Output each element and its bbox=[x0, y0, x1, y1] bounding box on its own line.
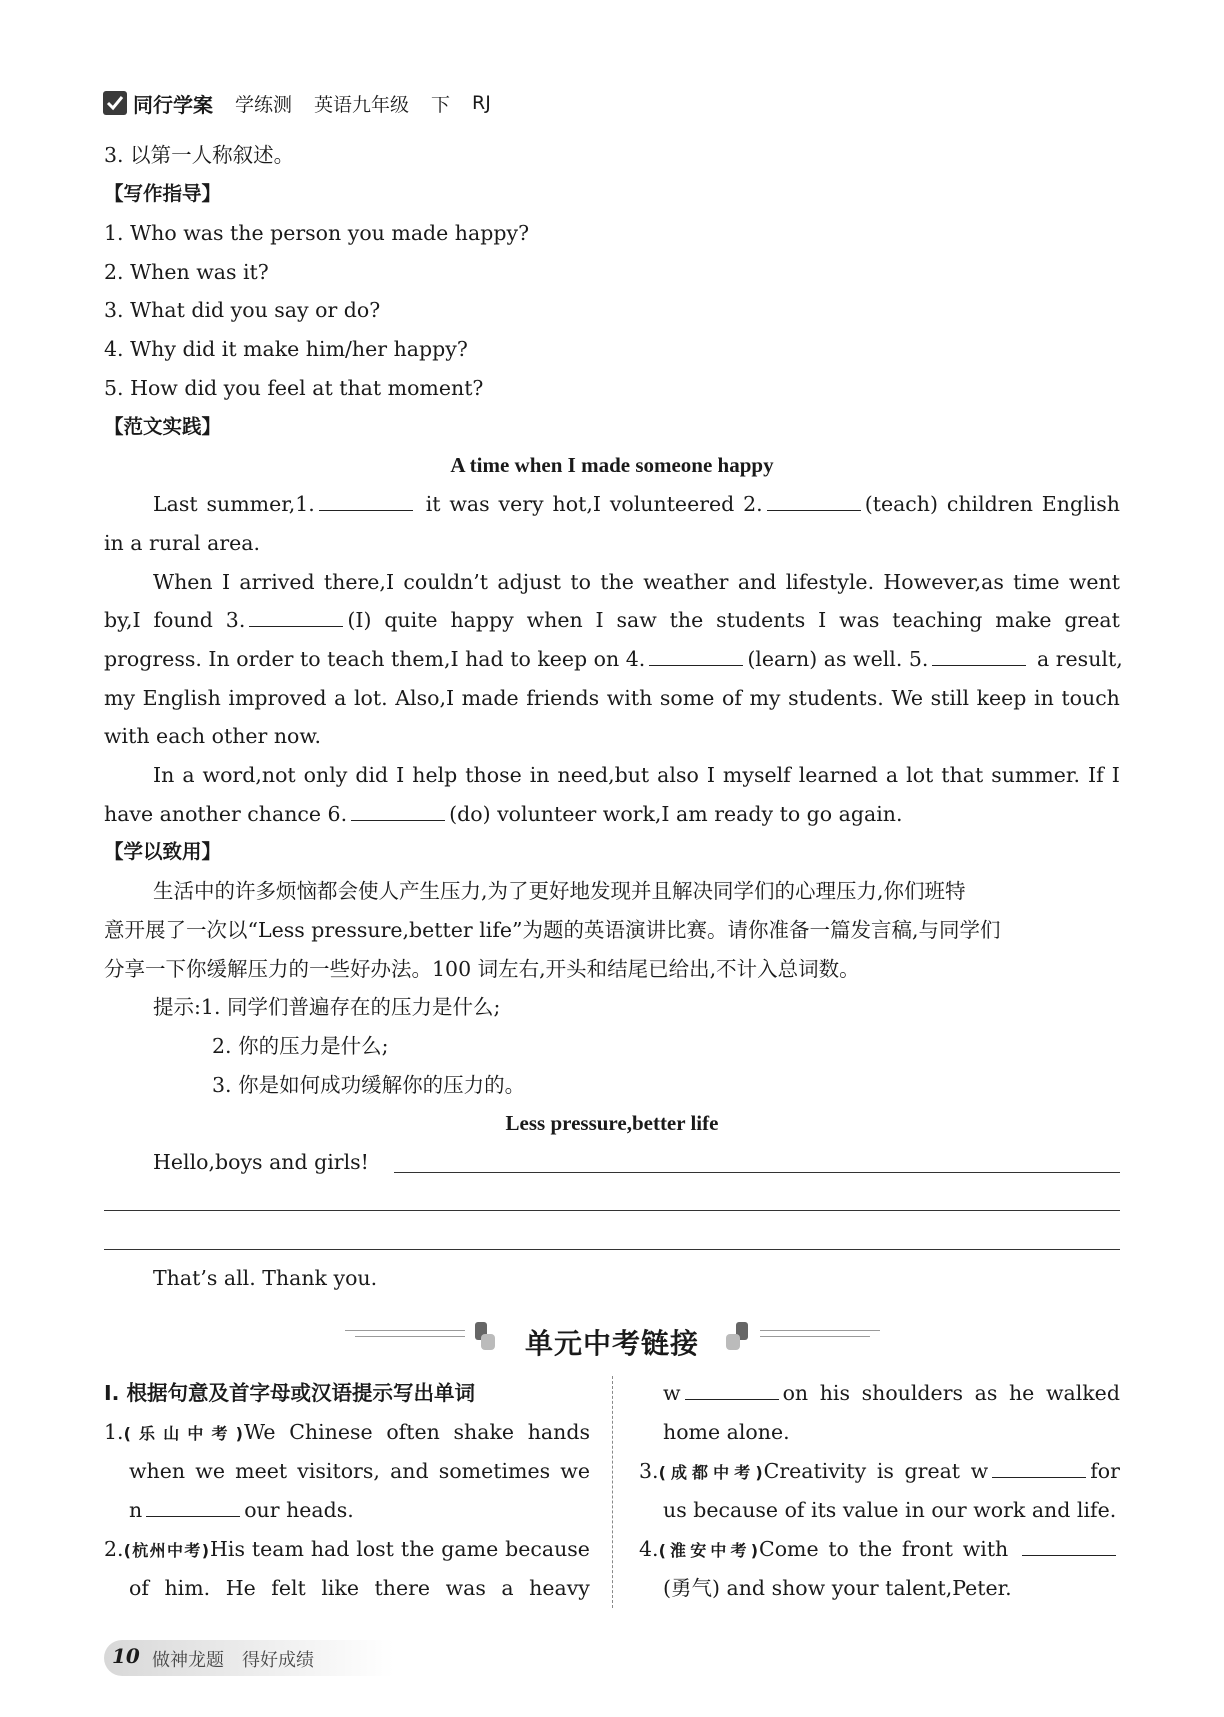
question-3: 3.(成都中考)Creativity is great w for bbox=[639, 1459, 1120, 1483]
answer-blank[interactable] bbox=[1022, 1537, 1116, 1556]
part1-heading: Ⅰ. 根据句意及首字母或汉语提示写出单词 bbox=[104, 1381, 476, 1405]
essay-title: Less pressure,better life bbox=[505, 1111, 719, 1135]
question-2-line: of him. He felt like there was a heavy bbox=[129, 1576, 590, 1600]
brand-name: 同行学案 bbox=[133, 92, 213, 117]
guide-item: 1. Who was the person you made happy? bbox=[104, 221, 530, 245]
apply-line: 意开展了一次以“Less pressure,better life”为题的英语演讲比赛。请你准备一篇发言稿,与同学们 bbox=[104, 918, 1001, 942]
essay-closing: That’s all. Thank you. bbox=[153, 1266, 378, 1290]
question-4: 4.(淮安中考)Come to the front with bbox=[639, 1537, 1120, 1563]
writing-line[interactable] bbox=[104, 1210, 1120, 1211]
source-tag: (淮安中考) bbox=[658, 1541, 760, 1560]
question-1-line: n our heads. bbox=[129, 1498, 354, 1522]
guide-item: 5. How did you feel at that moment? bbox=[104, 376, 484, 400]
apply-line: 生活中的许多烦恼都会使人产生压力,为了更好地发现并且解决同学们的心理压力,你们班特 bbox=[153, 879, 966, 903]
requirement-3: 3. 以第一人称叙述。 bbox=[104, 143, 295, 167]
hint-line: 3. 你是如何成功缓解你的压力的。 bbox=[212, 1073, 526, 1097]
guide-item: 3. What did you say or do? bbox=[104, 298, 381, 322]
guide-item: 2. When was it? bbox=[104, 260, 269, 284]
sample-heading: 【范文实践】 bbox=[104, 415, 222, 438]
column-divider bbox=[612, 1376, 613, 1608]
apply-line: 分享一下你缓解压力的一些好办法。100 词左右,开头和结尾已给出,不计入总词数。 bbox=[104, 957, 860, 981]
blank-3[interactable] bbox=[249, 608, 343, 627]
edition: RJ bbox=[472, 92, 491, 114]
sample-title: A time when I made someone happy bbox=[450, 453, 774, 477]
source-tag: (乐山中考) bbox=[123, 1424, 244, 1443]
sample-line: my English improved a lot. Also,I made friends with some of my students. We still keep in touch bbox=[104, 686, 1120, 710]
question-2: 2.(杭州中考)His team had lost the game because bbox=[104, 1537, 590, 1561]
blank-5[interactable] bbox=[932, 647, 1026, 666]
hint-line: 提示:1. 同学们普遍存在的压力是什么; bbox=[153, 995, 501, 1019]
sample-line: with each other now. bbox=[104, 724, 322, 748]
question-4-line: (勇气) and show your talent,Peter. bbox=[663, 1576, 1012, 1600]
sample-line: In a word,not only did I help those in need,but also I myself learned a lot that summer. If I bbox=[153, 763, 1120, 787]
subject-grade: 英语九年级 bbox=[314, 93, 410, 116]
page-header bbox=[103, 88, 513, 118]
blank-6[interactable] bbox=[351, 802, 445, 821]
writing-line[interactable] bbox=[394, 1172, 1120, 1173]
blank-4[interactable] bbox=[649, 647, 743, 666]
essay-opening: Hello,boys and girls! bbox=[153, 1150, 369, 1174]
page-footer bbox=[104, 1640, 394, 1676]
question-3-line: us because of its value in our work and life. bbox=[663, 1498, 1117, 1522]
page-number: 10 bbox=[112, 1644, 140, 1668]
sample-line: Last summer,1. it was very hot,I volunteered 2. (teach) children English bbox=[153, 492, 1120, 516]
source-tag: (成都中考) bbox=[658, 1463, 764, 1482]
unit-link-title: 单元中考链接 bbox=[524, 1327, 699, 1360]
hint-line: 2. 你的压力是什么; bbox=[212, 1034, 389, 1058]
guide-heading: 【写作指导】 bbox=[104, 182, 222, 205]
question-2-line: home alone. bbox=[663, 1420, 790, 1444]
guide-item: 4. Why did it make him/her happy? bbox=[104, 337, 468, 361]
source-tag: (杭州中考) bbox=[123, 1541, 211, 1560]
answer-blank[interactable] bbox=[685, 1381, 779, 1400]
blank-1[interactable] bbox=[319, 492, 413, 511]
sample-line: by,I found 3. (I) quite happy when I saw the students I was teaching make great bbox=[104, 608, 1120, 632]
sample-line: have another chance 6. (do) volunteer work,I am ready to go again. bbox=[104, 802, 903, 826]
checkmark-icon bbox=[103, 91, 127, 115]
question-2-line: w on his shoulders as he walked bbox=[663, 1381, 1120, 1405]
volume: 下 bbox=[431, 93, 451, 116]
series-name: 学练测 bbox=[235, 93, 293, 116]
answer-blank[interactable] bbox=[992, 1459, 1086, 1478]
question-1-line: when we meet visitors, and sometimes we bbox=[129, 1459, 590, 1483]
sample-line: in a rural area. bbox=[104, 531, 261, 555]
writing-line[interactable] bbox=[104, 1249, 1120, 1250]
blank-2[interactable] bbox=[767, 492, 861, 511]
sample-line: progress. In order to teach them,I had to keep on 4. (learn) as well. 5. a result, bbox=[104, 647, 1123, 671]
apply-heading: 【学以致用】 bbox=[104, 840, 222, 863]
footer-slogan: 做神龙题 得好成绩 bbox=[152, 1650, 314, 1671]
unit-link-banner bbox=[0, 1312, 1224, 1362]
answer-blank[interactable] bbox=[146, 1498, 240, 1517]
question-1: 1.(乐山中考)We Chinese often shake hands bbox=[104, 1420, 590, 1444]
sample-line: When I arrived there,I couldn’t adjust to the weather and lifestyle. However,as time went bbox=[153, 570, 1120, 594]
